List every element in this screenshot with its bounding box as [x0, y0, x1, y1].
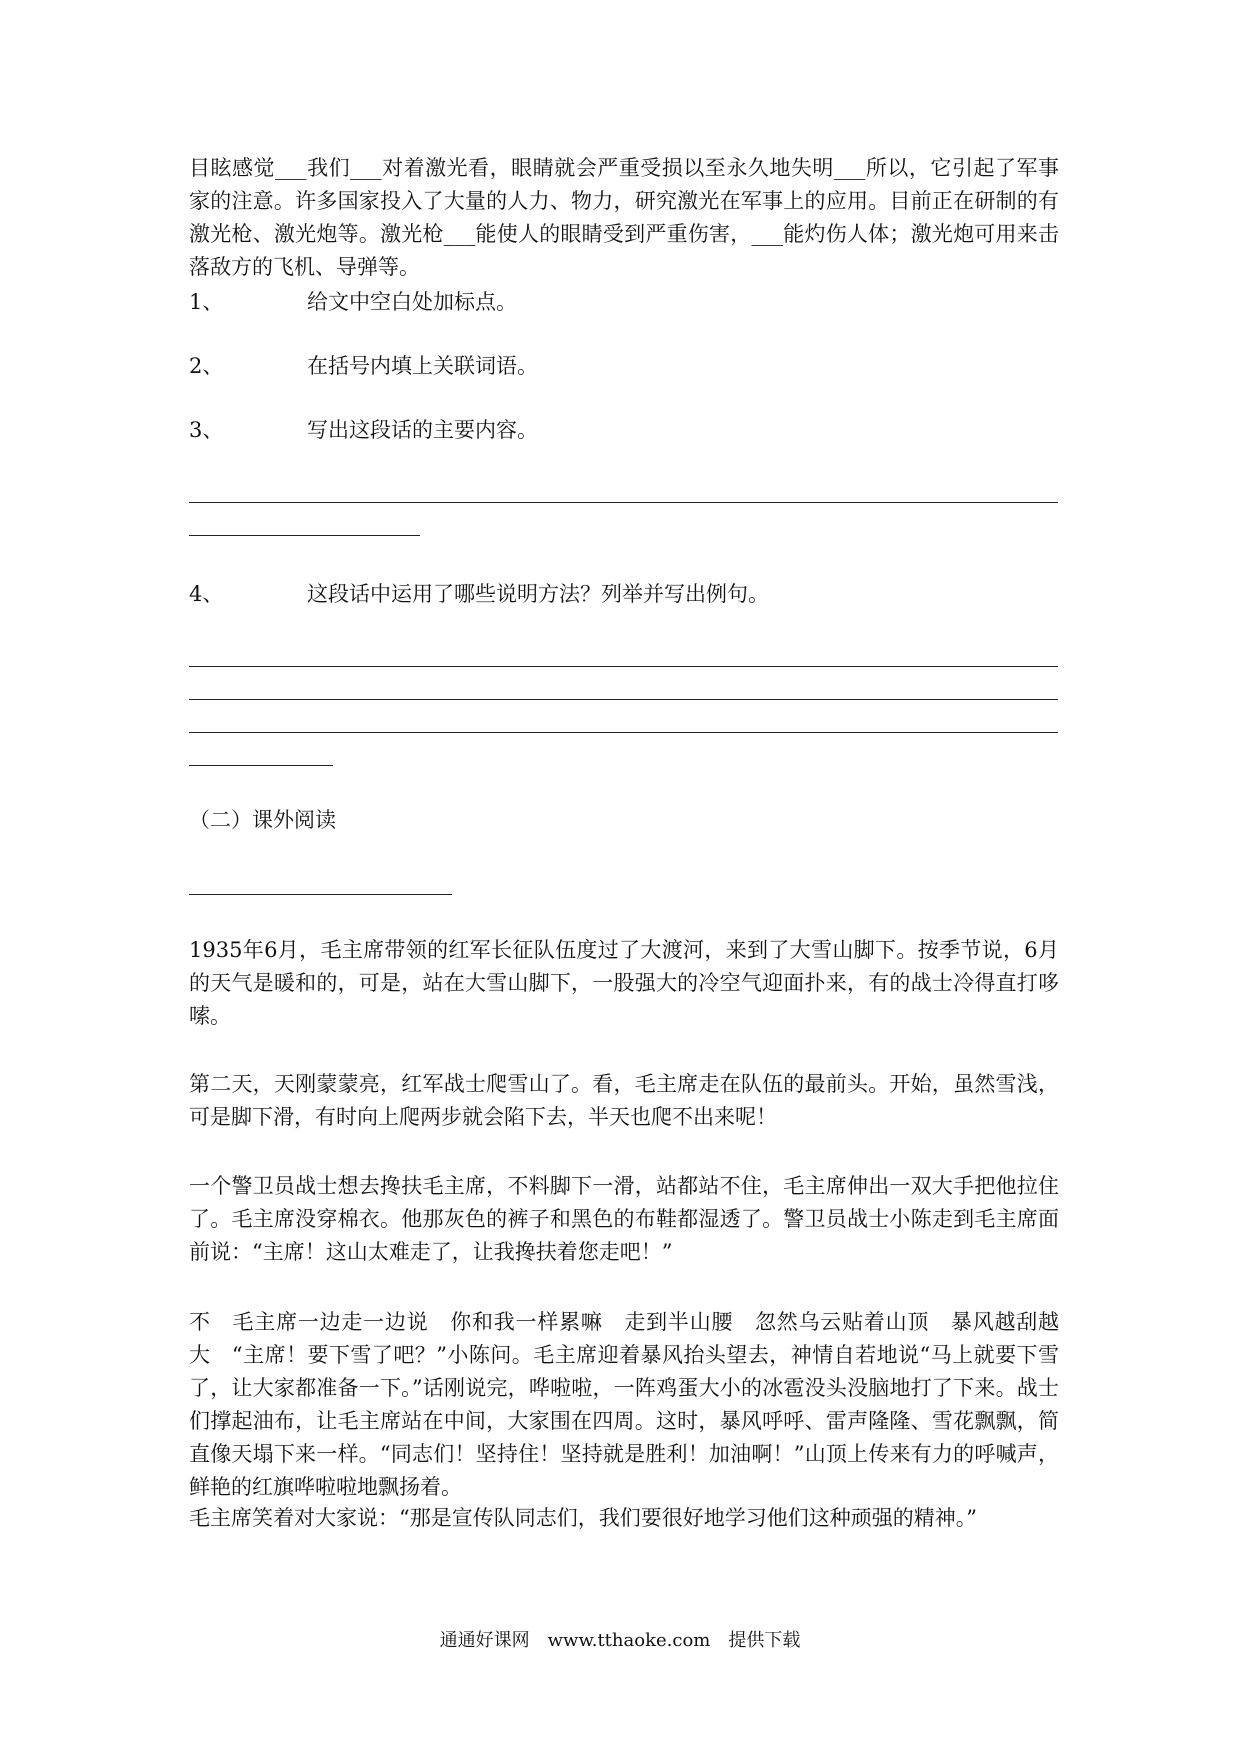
question-number: 4、	[189, 582, 224, 606]
question-3	[189, 416, 538, 444]
question-4	[189, 580, 769, 608]
question-number: 2、	[189, 354, 224, 378]
answer-line	[189, 666, 1058, 667]
question-text: 在括号内填上关联词语。	[307, 354, 538, 378]
answer-line	[189, 765, 333, 766]
question-number: 3、	[189, 418, 224, 442]
question-text: 这段话中运用了哪些说明方法？列举并写出例句。	[307, 582, 769, 606]
story-paragraph: 毛主席笑着对大家说：“那是宣传队同志们，我们要很好地学习他们这种顽强的精神。”	[189, 1506, 977, 1530]
story-paragraph: 不 毛主席一边走一边说 你和我一样累嘛 走到半山腰 忽然乌云贴着山顶 暴风越刮越大 “主席！要下雪了吧？”小陈问。毛主席迎着暴风抬头望去，神情自若地说“马上就要下雪了，让大家都准备一下。”话刚说完，哗啦啦，一阵鸡蛋大小的冰雹没头没脑地打了下来。战士们撑起油布，让毛主席站在中间，大家围在四周。这时，暴风呼呼、雷声隆隆、雪花飘飘，简直像天塌下来一样。“同志们！坚持住！坚持就是胜利！加油啊！”山顶上传来有力的呼喊声，鲜艳的红旗哗啦啦地飘扬着。	[189, 1310, 1059, 1499]
answer-line	[189, 502, 1058, 503]
question-text: 写出这段话的主要内容。	[307, 418, 538, 442]
question-1	[189, 288, 517, 316]
question-number: 1、	[189, 290, 224, 314]
answer-line	[189, 699, 1058, 700]
answer-line	[189, 732, 1058, 733]
title-blank-line	[189, 894, 452, 895]
question-text: 给文中空白处加标点。	[307, 290, 517, 314]
question-2	[189, 352, 538, 380]
section-title: （二）课外阅读	[189, 808, 336, 832]
story-paragraph: 一个警卫员战士想去搀扶毛主席，不料脚下一滑，站都站不住，毛主席伸出一双大手把他拉住了。毛主席没穿棉衣。他那灰色的裤子和黑色的布鞋都湿透了。警卫员战士小陈走到毛主席面前说：“主席！这山太难走了，让我搀扶着您走吧！”	[189, 1174, 1059, 1264]
page-footer: 通通好课网 www.tthaoke.com 提供下载	[439, 1630, 801, 1651]
story-paragraph: 1935年6月，毛主席带领的红军长征队伍度过了大渡河，来到了大雪山脚下。按季节说，6月的天气是暖和的，可是，站在大雪山脚下，一股强大的冷空气迎面扑来，有的战士冷得直打哆嗦。	[189, 938, 1059, 1028]
answer-line	[189, 535, 420, 536]
laser-passage: 目眩感觉___我们___对着激光看，眼睛就会严重受损以至永久地失明___所以，它引起了军事家的注意。许多国家投入了大量的人力、物力，研究激光在军事上的应用。目前正在研制的有激光枪、激光炮等。激光枪___能使人的眼睛受到严重伤害，___能灼伤人体；激光炮可用来击落敌方的飞机、导弹等。	[189, 156, 1059, 279]
story-paragraph: 第二天，天刚蒙蒙亮，红军战士爬雪山了。看，毛主席走在队伍的最前头。开始，虽然雪浅，可是脚下滑，有时向上爬两步就会陷下去，半天也爬不出来呢！	[189, 1072, 1059, 1129]
